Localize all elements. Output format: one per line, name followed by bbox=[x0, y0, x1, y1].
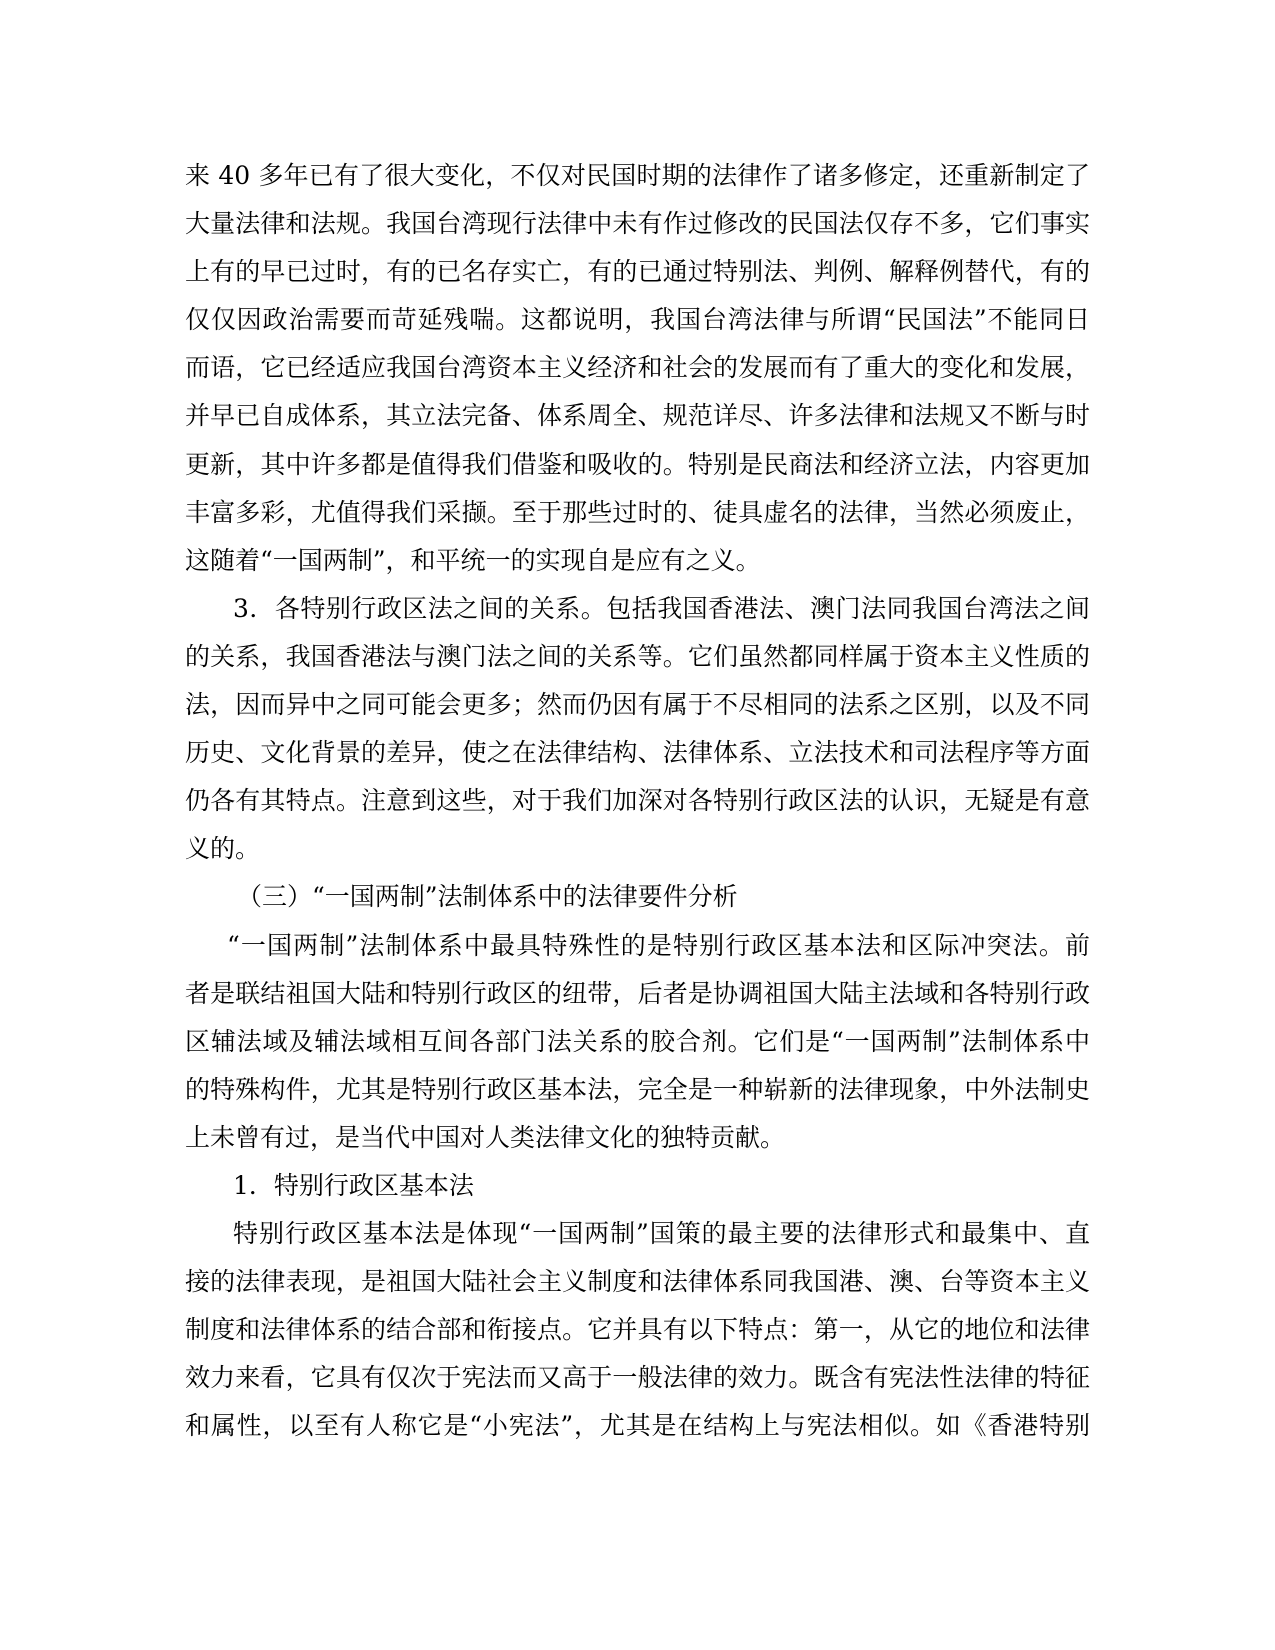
text-line: 来 40 多年已有了很大变化，不仅对民国时期的法律作了诸多修定，还重新制定了 bbox=[185, 161, 1090, 190]
body-text bbox=[185, 152, 1090, 1451]
text-line: 3．各特别行政区法之间的关系。包括我国香港法、澳门法同我国台湾法之间 bbox=[233, 593, 1090, 623]
text-line: 丰富多彩，尤值得我们采撷。至于那些过时的、徒具虚名的法律，当然必须废止， bbox=[185, 497, 1090, 527]
text-line: 上未曾有过，是当代中国对人类法律文化的独特贡献。 bbox=[185, 1122, 786, 1152]
text-line: 义的。 bbox=[185, 834, 261, 864]
subsection-heading: 1．特别行政区基本法 bbox=[233, 1170, 474, 1200]
text-line: 区辅法域及辅法域相互间各部门法关系的胶合剂。它们是“一国两制”法制体系中 bbox=[185, 1026, 1090, 1056]
text-line: 仍各有其特点。注意到这些，对于我们加深对各特别行政区法的认识，无疑是有意 bbox=[185, 786, 1090, 816]
text-line: 仅仅因政治需要而苛延残喘。这都说明，我国台湾法律与所谓“民国法”不能同日 bbox=[185, 305, 1090, 335]
text-line: 法，因而异中之同可能会更多；然而仍因有属于不尽相同的法系之区别，以及不同 bbox=[185, 690, 1090, 720]
text-line: 特别行政区基本法是体现“一国两制”国策的最主要的法律形式和最集中、直 bbox=[233, 1219, 1090, 1249]
text-line: 和属性，以至有人称它是“小宪法”，尤其是在结构上与宪法相似。如《香港特别 bbox=[185, 1411, 1090, 1441]
text-line: 这随着“一国两制”，和平统一的实现自是应有之义。 bbox=[185, 545, 761, 575]
text-line: 更新，其中许多都是值得我们借鉴和吸收的。特别是民商法和经济立法，内容更加 bbox=[185, 449, 1090, 479]
text-line: 的特殊构件，尤其是特别行政区基本法，完全是一种崭新的法律现象，中外法制史 bbox=[185, 1074, 1090, 1104]
text-line: 历史、文化背景的差异，使之在法律结构、法律体系、立法技术和司法程序等方面 bbox=[185, 738, 1090, 768]
text-line: “一国两制”法制体系中最具特殊性的是特别行政区基本法和区际冲突法。前 bbox=[227, 930, 1090, 960]
text-line: 制度和法律体系的结合部和衔接点。它并具有以下特点：第一，从它的地位和法律 bbox=[185, 1315, 1090, 1345]
text-line: 接的法律表现，是祖国大陆社会主义制度和法律体系同我国港、澳、台等资本主义 bbox=[185, 1267, 1090, 1297]
text-line: 并早已自成体系，其立法完备、体系周全、规范详尽、许多法律和法规又不断与时 bbox=[185, 401, 1090, 431]
text-line: 大量法律和法规。我国台湾现行法律中未有作过修改的民国法仅存不多，它们事实 bbox=[185, 209, 1090, 239]
section-heading: （三）“一国两制”法制体系中的法律要件分析 bbox=[237, 882, 738, 912]
text-line: 效力来看，它具有仅次于宪法而又高于一般法律的效力。既含有宪法性法律的特征 bbox=[185, 1363, 1090, 1393]
text-line: 而语，它已经适应我国台湾资本主义经济和社会的发展而有了重大的变化和发展， bbox=[185, 353, 1090, 383]
text-line: 的关系，我国香港法与澳门法之间的关系等。它们虽然都同样属于资本主义性质的 bbox=[185, 641, 1090, 671]
text-line: 上有的早已过时，有的已名存实亡，有的已通过特别法、判例、解释例替代，有的 bbox=[185, 257, 1090, 287]
text-line: 者是联结祖国大陆和特别行政区的纽带，后者是协调祖国大陆主法域和各特别行政 bbox=[185, 978, 1090, 1008]
